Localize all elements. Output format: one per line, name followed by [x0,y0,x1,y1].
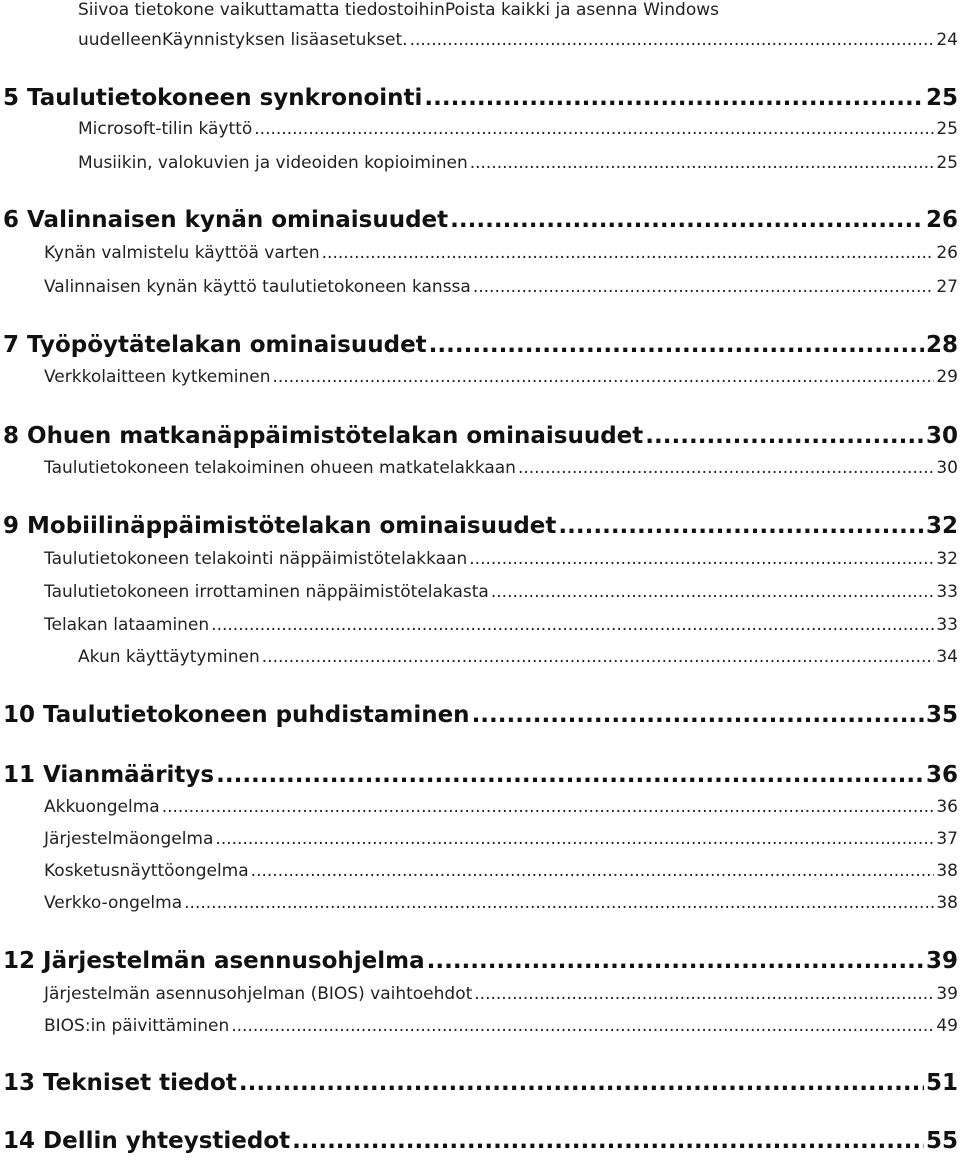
toc-dot-leader [470,153,935,173]
toc-chapter-page: 35 [925,702,958,728]
toc-chapter-title: 13 Tekniset tiedot [3,1070,237,1096]
toc-chapter-title: 14 Dellin yhteystiedot [3,1128,291,1154]
toc-continued-line: Siivoa tietokone vaikuttamatta tiedostoihinPoista kaikki ja asenna Windows [78,0,719,20]
toc-chapter[interactable] [3,85,958,111]
toc-entry-title: Kosketusnäyttöongelma [44,861,249,881]
toc-dot-leader [424,85,924,111]
toc-dot-leader [251,861,935,881]
toc-entry-title: Telakan lataaminen [44,615,210,635]
toc-entry[interactable] [44,582,958,602]
toc-dot-leader [231,1016,934,1036]
toc-dot-leader [215,829,934,849]
toc-chapter-page: 36 [925,762,958,788]
toc-chapter[interactable] [3,1070,958,1096]
toc-chapter-title: 9 Mobiilinäppäimistötelakan ominaisuudet [3,513,557,539]
toc-entry-title: BIOS:in päivittäminen [44,1016,230,1036]
toc-entry[interactable] [44,829,958,849]
toc-chapter[interactable] [3,332,958,358]
toc-entry[interactable] [78,153,958,173]
toc-entry[interactable] [44,861,958,881]
toc-entry-title: Akkuongelma [44,797,160,817]
toc-entry-page: 27 [936,277,958,297]
toc-chapter[interactable] [3,1128,958,1154]
toc-entry-title: Kynän valmistelu käyttöä varten [44,243,320,263]
toc-entry-title: Akun käyttäytyminen [78,647,260,667]
toc-dot-leader [473,277,935,297]
toc-entry-page: 38 [936,861,958,881]
toc-entry[interactable] [44,243,958,263]
toc-dot-leader [645,423,924,449]
toc-entry[interactable] [44,615,958,635]
toc-chapter[interactable] [3,207,958,233]
toc-dot-leader [262,647,935,667]
toc-entry[interactable] [78,647,958,667]
toc-chapter-page: 25 [925,85,958,111]
toc-chapter-page: 55 [925,1128,958,1154]
toc-entry-page: 32 [936,549,958,569]
toc-entry-title: uudelleenKäynnistyksen lisäasetukset. [78,30,408,50]
toc-entry-title: Verkkolaitteen kytkeminen [44,367,271,387]
toc-chapter-title: 10 Taulutietokoneen puhdistaminen [3,702,470,728]
toc-entry-page: 36 [936,797,958,817]
toc-dot-leader [469,549,934,569]
toc-chapter-page: 26 [925,207,958,233]
toc-dot-leader [292,1128,924,1154]
toc-entry-page: 25 [936,119,958,139]
toc-chapter[interactable] [3,702,958,728]
toc-entry-page: 39 [936,984,958,1004]
toc-entry-page: 37 [936,829,958,849]
toc-dot-leader [162,797,935,817]
toc-dot-leader [410,30,935,50]
toc-entry[interactable] [44,367,958,387]
toc-entry-page: 33 [936,582,958,602]
toc-chapter-title: 11 Vianmääritys [3,762,215,788]
toc-chapter-title: 12 Järjestelmän asennusohjelma [3,948,425,974]
toc-dot-leader [216,762,924,788]
toc-chapter-title: 7 Työpöytätelakan ominaisuudet [3,332,427,358]
toc-dot-leader [472,702,924,728]
toc-entry[interactable] [44,1016,958,1036]
toc-entry[interactable] [78,30,958,50]
toc-chapter-page: 28 [925,332,958,358]
toc-chapter-page: 32 [925,513,958,539]
toc-entry-page: 34 [936,647,958,667]
toc-entry-title: Järjestelmän asennusohjelman (BIOS) vaihtoehdot [44,984,473,1004]
toc-chapter-title: 5 Taulutietokoneen synkronointi [3,85,423,111]
toc-entry[interactable] [44,277,958,297]
toc-chapter-title: 6 Valinnaisen kynän ominaisuudet [3,207,449,233]
toc-dot-leader [427,948,924,974]
toc-entry[interactable] [78,119,958,139]
toc-entry-title: Järjestelmäongelma [44,829,214,849]
toc-entry-title: Microsoft-tilin käyttö [78,119,253,139]
toc-entry-title: Taulutietokoneen telakoiminen ohueen matkatelakkaan [44,458,516,478]
toc-entry-page: 30 [936,458,958,478]
toc-entry[interactable] [44,549,958,569]
toc-entry-title: Taulutietokoneen irrottaminen näppäimistötelakasta [44,582,489,602]
toc-entry-page: 26 [936,243,958,263]
toc-entry-title: Verkko-ongelma [44,893,183,913]
toc-dot-leader [184,893,934,913]
toc-dot-leader [450,207,924,233]
toc-entry-title: Musiikin, valokuvien ja videoiden kopioiminen [78,153,468,173]
toc-chapter[interactable] [3,513,958,539]
toc-dot-leader [273,367,935,387]
toc-entry-page: 25 [936,153,958,173]
toc-dot-leader [211,615,934,635]
toc-dot-leader [558,513,924,539]
toc-entry-page: 38 [936,893,958,913]
toc-entry[interactable] [44,893,958,913]
toc-entry-page: 24 [936,30,958,50]
toc-entry-page: 33 [936,615,958,635]
toc-dot-leader [518,458,934,478]
toc-chapter[interactable] [3,948,958,974]
toc-entry[interactable] [44,797,958,817]
toc-chapter-title: 8 Ohuen matkanäppäimistötelakan ominaisuudet [3,423,644,449]
toc-entry-title: Taulutietokoneen telakointi näppäimistötelakkaan [44,549,468,569]
toc-chapter[interactable] [3,423,958,449]
toc-entry-page: 49 [936,1016,958,1036]
toc-dot-leader [239,1070,924,1096]
toc-chapter[interactable] [3,762,958,788]
toc-chapter-page: 51 [925,1070,958,1096]
toc-dot-leader [429,332,924,358]
toc-entry-title: Valinnaisen kynän käyttö taulutietokoneen kanssa [44,277,471,297]
toc-dot-leader [491,582,935,602]
toc-dot-leader [322,243,935,263]
toc-chapter-page: 39 [925,948,958,974]
toc-entry[interactable] [44,984,958,1004]
toc-dot-leader [254,119,934,139]
toc-chapter-page: 30 [925,423,958,449]
toc-entry[interactable] [44,458,958,478]
toc-dot-leader [474,984,934,1004]
toc-entry-page: 29 [936,367,958,387]
